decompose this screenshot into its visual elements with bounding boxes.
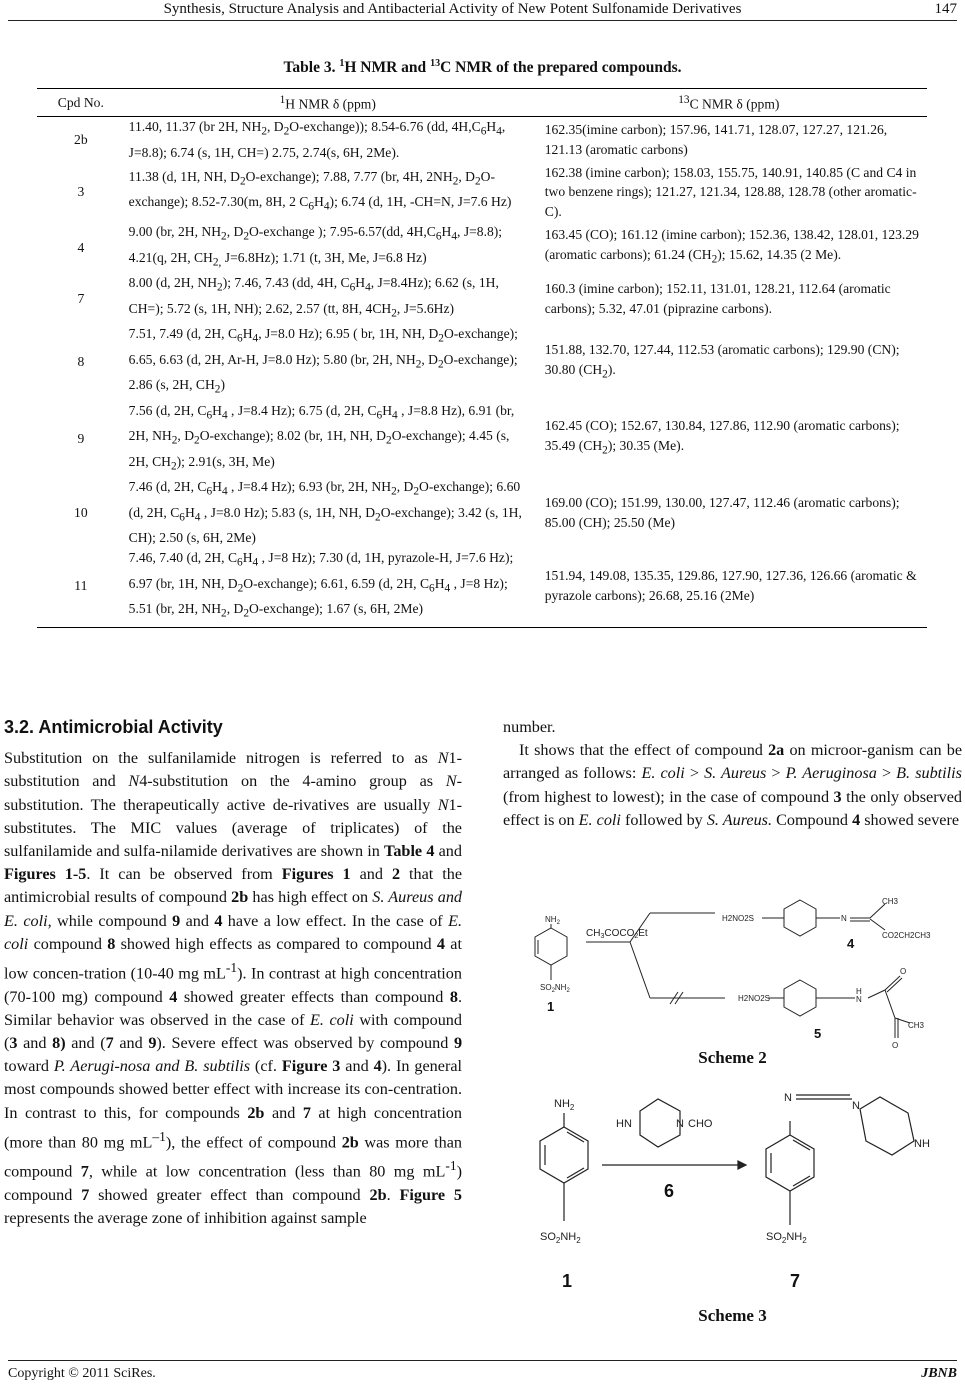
cell-h-nmr: 11.40, 11.37 (br 2H, $NH_2$, $D_2O-exchange$)); 8.54-6.76 (dd, $4H,C_6H_4$, J=8.8); 6.74 (s, 1H, CH=) 2.75, 2.74(s, 6H, 2Me).: [128, 119, 506, 160]
page-footer: [8, 1360, 957, 1384]
cho-label: CHO: [688, 1118, 713, 1130]
benzene-ring: [766, 1135, 814, 1191]
table-row: [37, 163, 927, 222]
cell-h-nmr: 7.56 (d, 2H, $C_6H_4$ , J=8.4 Hz); 6.75 (d, 2H, $C_6H_4$ , J=8.8 Hz), 6.91 (br, 2H, $NH_2$, $D_2O-exchange$); 8.02 (br, 1H, NH, $D_2O-exchange$); 4.45 (s, 2H, $CH_2$); 2.91(s, 3H, Me): [128, 402, 515, 473]
cell-c-nmr: 169.00 (CO); 151.99, 130.00, 127.47, 112.46 (aromatic carbons); 85.00 (CH); 25.50 (Me): [544, 494, 900, 530]
left-column: [4, 716, 462, 1230]
table-row: [37, 477, 927, 548]
cell-c-nmr: 160.3 (imine carbon); 152.11, 131.01, 128.21, 112.64 (aromatic carbons); 5.32, 47.01 (piprazine carbons).: [544, 280, 891, 316]
scheme-2-caption: Scheme 2: [698, 1048, 767, 1067]
n-atom-5: N: [856, 995, 862, 1004]
cell-cpd: 9: [77, 431, 85, 447]
running-title: Synthesis, Structure Analysis and Antibacterial Activity of New Potent Sulfonamide Derivatives: [163, 1, 742, 17]
piperazine-ring: [640, 1099, 680, 1147]
col-header-c-nmr: $^{13}$C NMR δ (ppm): [531, 89, 927, 117]
hn-label: HN: [616, 1118, 632, 1130]
ch3-label-4: CH3: [882, 898, 899, 906]
scheme-3-diagram: [500, 1085, 962, 1305]
compound-label-4: 4: [847, 936, 855, 951]
nh2-label: $NH_2$: [545, 915, 560, 926]
page-number: 147: [934, 1, 957, 17]
cell-cpd: 3: [77, 184, 85, 200]
o-atom-5a: O: [900, 967, 907, 976]
table-row: [37, 273, 927, 324]
section-heading: 3.2. Antimicrobial Activity: [4, 717, 223, 737]
h2no2s-label-5: H2NO2S: [738, 994, 771, 1003]
cell-cpd: 10: [74, 504, 88, 520]
nh2-label: $NH_2$: [554, 1098, 575, 1112]
body-paragraph-continued: number.: [503, 718, 556, 736]
nmr-table: [37, 88, 927, 628]
cell-h-nmr: 11.38 (d, 1H, NH, $D_2O-exchange$); 7.88, 7.77 (br, 4H, $2NH_2$, $D_2O-exchange$); 8.52-7.30(m, 8H, 2 $C_6H_4$); 6.74 (d, 1H, -CH=N, J=7.6 Hz): [128, 168, 512, 214]
scheme-2-diagram: [500, 898, 962, 1048]
compound-label-1: 1: [547, 999, 555, 1014]
so2nh2-label-7: $SO_2NH_2$: [766, 1231, 807, 1245]
benzene-ring: [784, 900, 816, 936]
n-atom-imine: N: [784, 1092, 792, 1104]
cell-cpd: 4: [77, 239, 85, 255]
piperazine-ring: [860, 1097, 914, 1155]
right-column: [503, 716, 962, 832]
compound-label-1: 1: [562, 1271, 573, 1291]
so2nh2-label: $SO_2NH_2$: [540, 1231, 581, 1245]
benzene-ring: [784, 980, 816, 1016]
compound-label-5: 5: [814, 1026, 822, 1041]
reagent-label: $CH_3COCO_2Et$: [586, 928, 648, 940]
benzene-ring: [535, 928, 567, 965]
cell-c-nmr: 151.88, 132.70, 127.44, 112.53 (aromatic carbons); 129.90 (CN); 30.80 $(CH_2)$.: [544, 341, 900, 381]
header-rule: [8, 20, 957, 21]
table-row: [37, 222, 927, 273]
body-paragraph: Substitution on the sulfanilamide nitrogen is referred to as N1-substitution and N4-substitution on the 4-amino group as N-substitution. The therapeutically active de-rivatives are usually N1-substitutes. The MIC values (average of triplicates) of the sulfanilamide and sulfa-nilamide derivatives are shown in Table 4 and Figures 1-5. It can be observed from Figures 1 and 2 that the antimicrobial results of compound 2b has high effect on S. Aureus and E. coli, while compound 9 and 4 have a low effect. In the case of E. coli compound 8 showed high effects as compared to compound 4 at low concen-tration (10-40 mg $mL^{-1}$). In contrast at high concentration (70-100 mg) compound 4 showed greater effects than compound 8. Similar behavior was observed in the case of E. coli with compound (3 and 8) and (7 and 9). Severe effect was observed by compound 9 toward P. Aerugi-nosa and B. subtilis (cf. Figure 3 and 4). In general most compounds showed better effect with increase its con-centration. In contrast to this, for compounds 2b and 7 at high concentration (more than 80 mg $mL^{-1}$), the effect of compound 2b was more than compound 7, while at low concentration (less than 80 mg $mL^{-1}$) compound 7 showed greater effect than compound 2b. Figure 5 represents the average zone of inhibition against sample: [4, 749, 463, 1228]
scheme-3-caption: Scheme 3: [698, 1306, 767, 1325]
footer-rule: [8, 1360, 957, 1361]
cell-cpd: 7: [77, 290, 85, 306]
n-atom-label: N: [676, 1118, 684, 1130]
n-atom-4: N: [841, 914, 847, 923]
cell-c-nmr: 163.45 (CO); 161.12 (imine carbon); 152.36, 138.42, 128.01, 123.29 (aromatic carbons); 61.24 $(CH_2)$; 15.62, 14.35 (2 Me).: [544, 226, 919, 266]
copyright: Copyright © 2011 SciRes.: [8, 1366, 156, 1381]
ester-label: CO2CH2CH3: [882, 931, 931, 940]
benzene-ring: [540, 1127, 588, 1183]
cell-cpd: 11: [37, 548, 125, 627]
col-header-cpd: Cpd No.: [37, 89, 125, 117]
running-header: [0, 0, 965, 22]
ch3-label-5: CH3: [908, 1021, 925, 1030]
table-row: [37, 548, 927, 627]
table-caption: Table 3. $^1$H NMR and $^{13}$C NMR of the prepared compounds.: [283, 58, 682, 77]
cell-h-nmr: 7.46 (d, 2H, $C_6H_4$ , J=8.4 Hz); 6.93 (br, 2H, $NH_2$, $D_2O-exchange$); 6.60 (d, 2H, $C_6H_4$ , J=8.0 Hz); 5.83 (s, 1H, NH, $D_2O-exchange$); 3.42 (s, 1H, CH); 2.50 (s, 6H, 2Me): [128, 479, 522, 546]
cell-c-nmr: 162.38 (imine carbon); 158.03, 155.75, 140.91, 140.85 (C and C4 in two benzene rings); 121.27, 121.34, 128.88, 128.78 (other aromatic-C).: [544, 164, 917, 220]
so2nh2-label: $SO_2NH_2$: [540, 983, 570, 994]
table-row: [37, 401, 927, 478]
n-atom-piperazine: N: [852, 1100, 860, 1112]
h2no2s-label-4: H2NO2S: [722, 914, 755, 923]
cell-h-nmr: 8.00 (d, 2H, $NH_2$); 7.46, 7.43 (dd, 4H, $C_6H_4$, J=8.4Hz); 6.62 (s, 1H, CH=); 5.72 (s, 1H, NH); 2.62, 2.57 (tt, 8H, $4CH_2$, J=5.6Hz): [128, 275, 499, 320]
cell-cpd: 8: [77, 354, 85, 370]
cell-cpd: 2b: [74, 132, 88, 148]
cell-h-nmr: 7.46, 7.40 (d, 2H, $C_6H_4$ , J=8 Hz); 7.30 (d, 1H, pyrazole-H, J=7.6 Hz); 6.97 (br, 1H, NH, $D_2O-exchange$); 6.61, 6.59 (d, 2H, $C_6H_4$ , J=8 Hz); 5.51 (br, 2H, $NH_2$, $D_2O-exchange$); 1.67 (s, 6H, 2Me): [125, 548, 531, 627]
compound-label-7: 7: [790, 1271, 801, 1291]
reagent-label-6: 6: [664, 1181, 675, 1201]
col-header-h-nmr: $^1$H NMR δ (ppm): [125, 89, 531, 117]
table-body: [37, 117, 927, 627]
cell-c-nmr: 162.35(imine carbon); 157.96, 141.71, 128.07, 127.27, 121.26, 121.13 (aromatic carbons): [544, 122, 888, 157]
cell-c-nmr: 151.94, 149.08, 135.35, 129.86, 127.90, 127.36, 126.66 (aromatic & pyrazole carbons); 26.68, 25.16 (2Me): [531, 548, 927, 627]
journal-abbrev: JBNB: [921, 1366, 957, 1381]
table-row: [37, 324, 927, 401]
cell-h-nmr: 7.51, 7.49 (d, 2H, $C_6H_4$, J=8.0 Hz); 6.95 ( br, 1H, NH, $D_2O-exchange$); 6.65, 6.63 (d, 2H, Ar-H, J=8.0 Hz); 5.80 (br, 2H, $NH_2$, $D_2O-exchange$); 2.86 (s, 2H, $CH_2$): [128, 326, 518, 396]
table-header-row: [37, 89, 927, 117]
body-paragraph: It shows that the effect of compound 2a on microor-ganism can be arranged as follows: E. coli > S. Aureus > P. Aeruginosa > B. subtilis (from highest to lowest); in the case of compound 3 the only observed effect is on E. coli followed by S. Aureus. Compound 4 showed severe: [503, 741, 963, 829]
h-atom-5: H: [856, 987, 862, 996]
table-row: [37, 117, 927, 163]
cell-c-nmr: 162.45 (CO); 152.67, 130.84, 127.86, 112.90 (aromatic carbons); 35.49 $(CH_2)$; 30.35 (Me).: [544, 418, 900, 457]
nh-label: NH: [914, 1138, 930, 1150]
cell-h-nmr: 9.00 (br, 2H, $NH_2$, $D_2O$-exchange ); 7.95-6.57(dd, $4H,C_6H_4$, J=8.8); 4.21(q, 2H, $CH_{2,}$ J=6.8Hz); 1.71 (t, 3H, Me, J=6.8 Hz): [128, 224, 503, 269]
o-atom-5b: O: [892, 1041, 899, 1048]
